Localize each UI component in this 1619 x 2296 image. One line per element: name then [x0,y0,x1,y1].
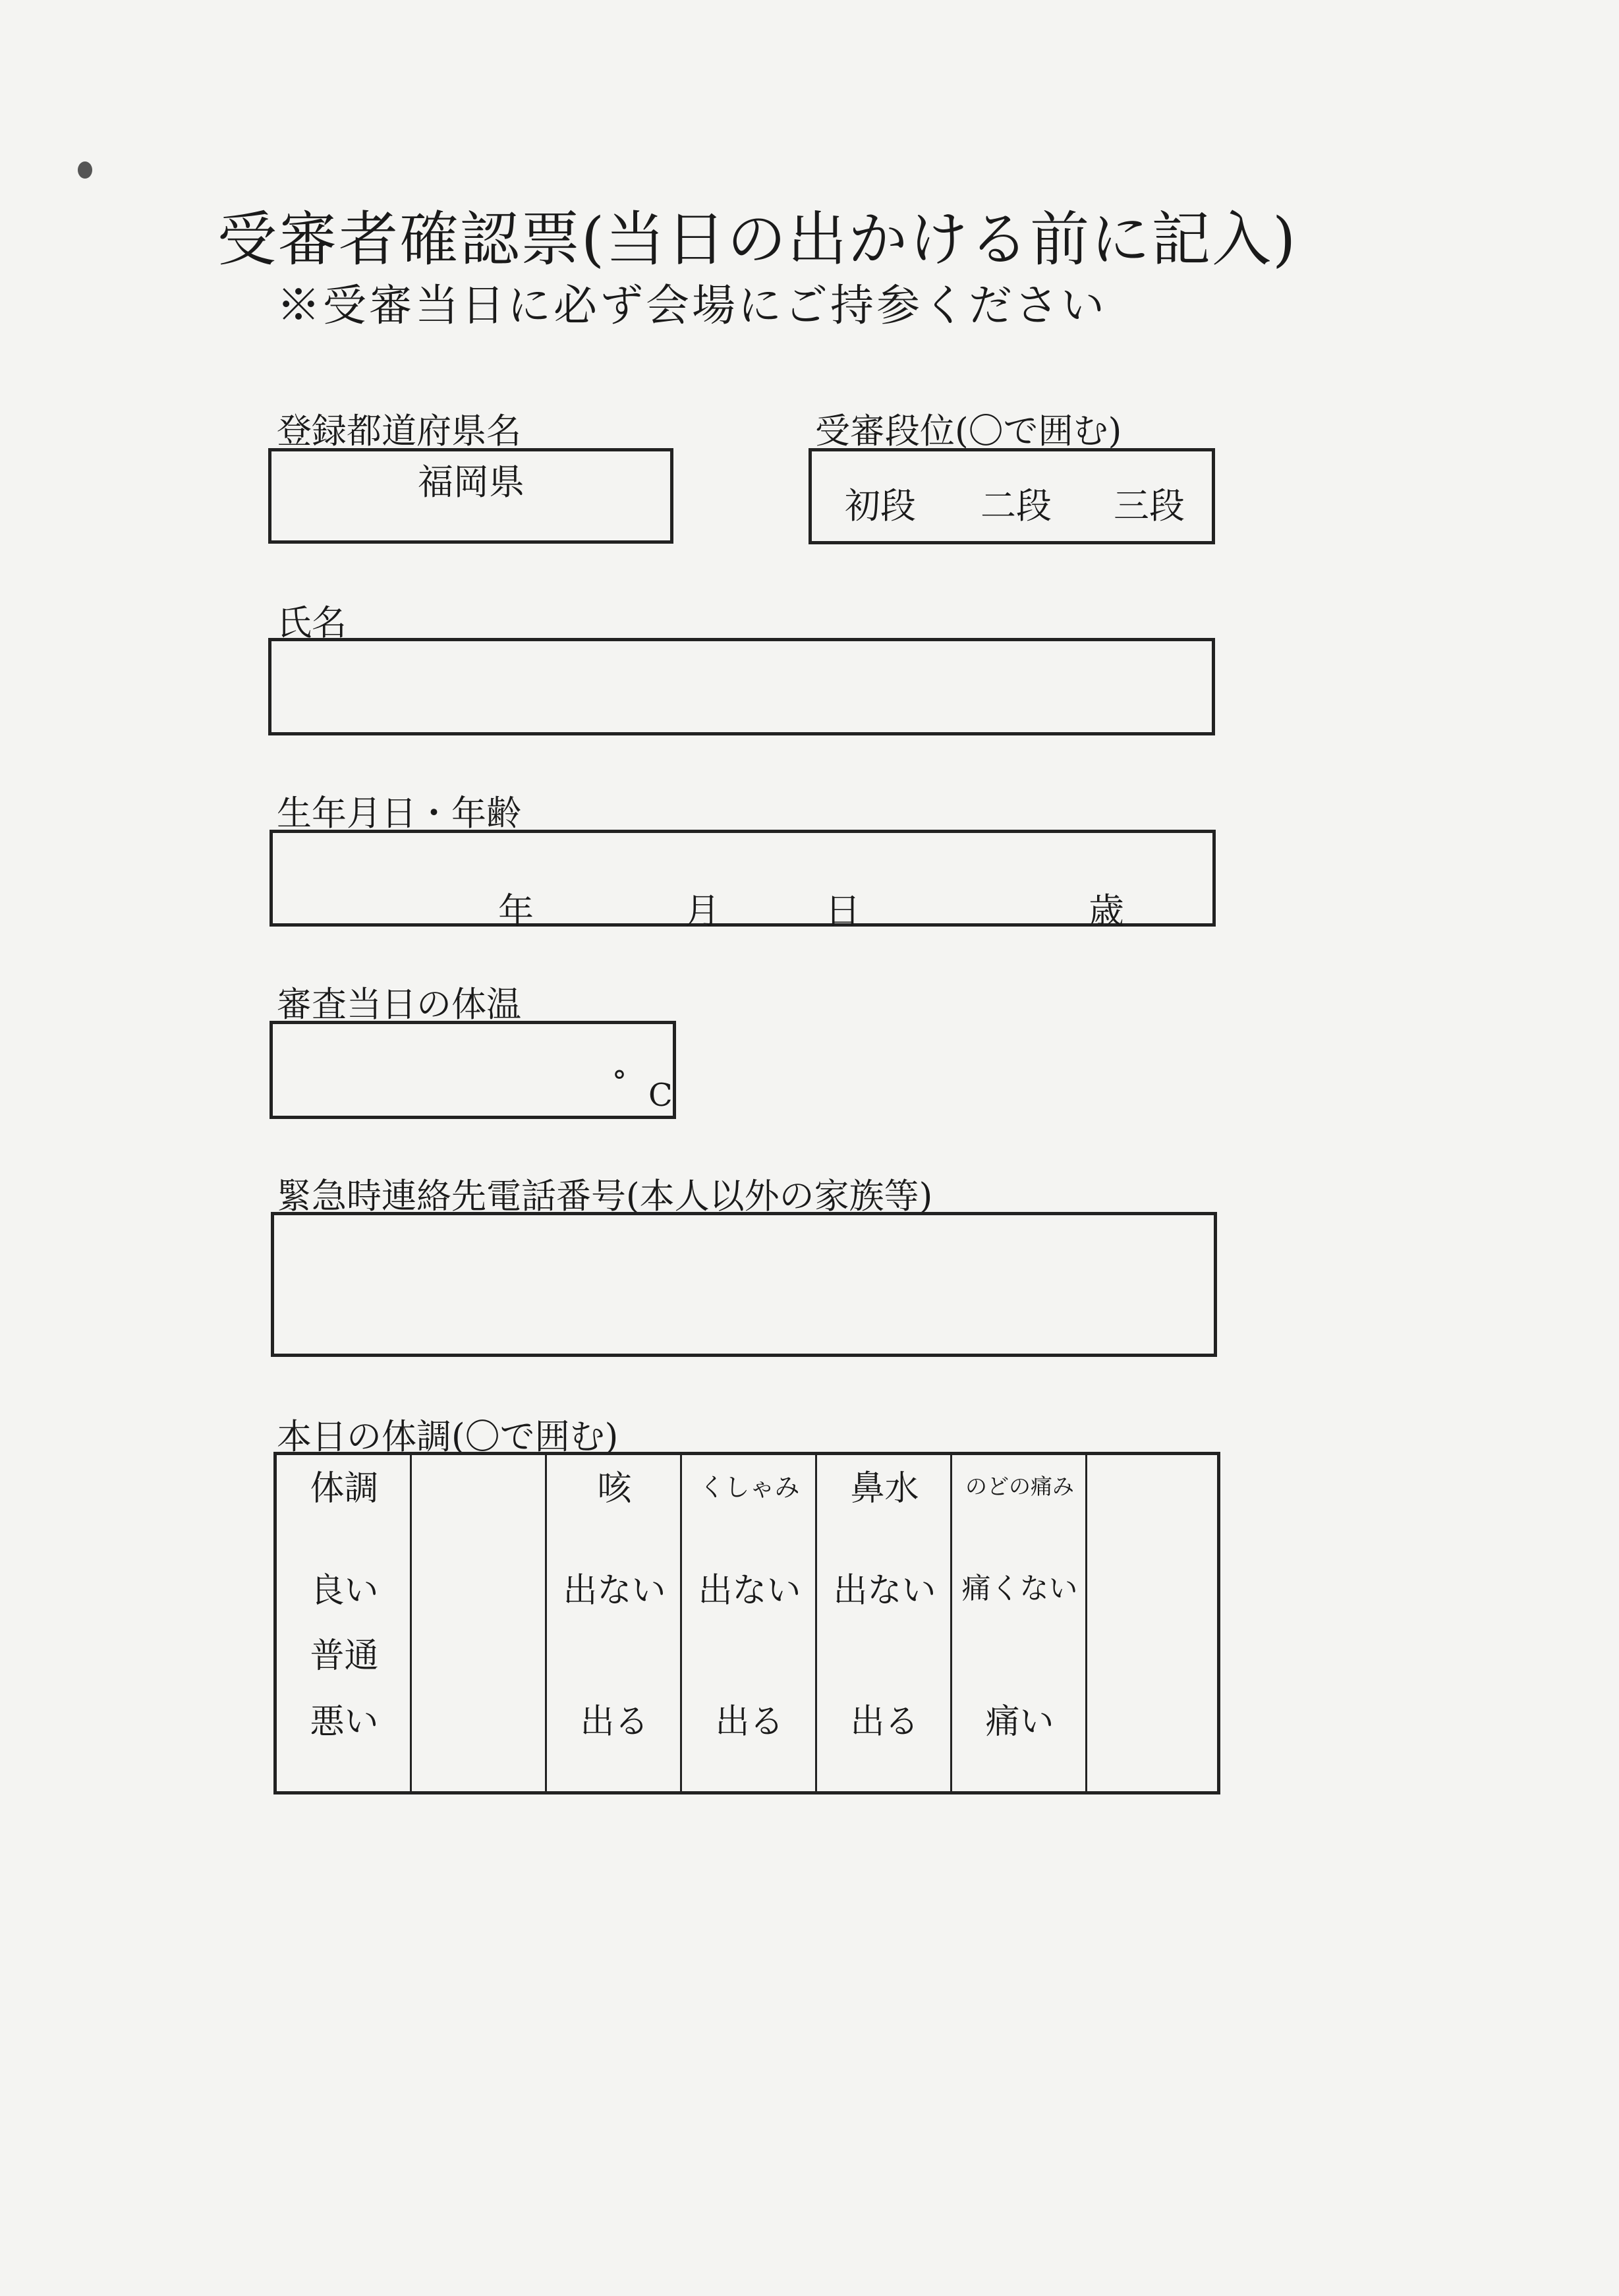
sneeze-header: くしゃみ [699,1473,800,1502]
name-field[interactable] [268,638,1215,735]
rank-option-3[interactable]: 三段 [1114,485,1185,527]
birth-month-unit: 月 [685,890,720,932]
sneeze-option-yes[interactable]: 出る [715,1702,784,1742]
birth-year-unit: 年 [498,890,534,932]
birth-field[interactable] [270,830,1216,932]
birth-label: 生年月日・年齢 [277,793,521,834]
sore-throat-option-no[interactable]: 痛くない [961,1572,1078,1605]
rank-field [809,448,1215,544]
rank-label: 受審段位(〇で囲む) [815,411,1122,451]
rank-option-2[interactable]: 二段 [980,485,1052,527]
temperature-field[interactable] [270,1021,676,1119]
emergency-phone-field[interactable] [271,1212,1217,1357]
prefecture-label: 登録都道府県名 [277,411,521,451]
paper-speck [78,161,92,179]
condition-option-normal[interactable]: 普通 [310,1636,379,1676]
degree-sign: ° [612,1065,627,1099]
blank-column [412,1455,547,1791]
rank-option-1[interactable]: 初段 [845,485,916,527]
emergency-label: 緊急時連絡先電話番号(本人以外の家族等) [277,1176,933,1217]
prefecture-value: 福岡県 [418,461,525,503]
temperature-label: 審査当日の体温 [277,985,521,1025]
form-title: 受審者確認票(当日の出かける前に記入) [217,205,1297,274]
condition-header: 体調 [310,1469,379,1508]
birth-day-unit: 日 [825,890,861,932]
prefecture-field[interactable] [268,448,673,544]
sore-throat-option-yes[interactable]: 痛い [985,1702,1054,1742]
runny-nose-header: 鼻水 [850,1469,919,1508]
cough-option-no[interactable]: 出ない [563,1571,666,1611]
name-label: 氏名 [277,603,347,643]
age-unit: 歳 [1089,890,1124,932]
cough-option-yes[interactable]: 出る [580,1702,649,1742]
sneeze-option-no[interactable]: 出ない [698,1571,801,1611]
celsius-unit: C [648,1077,673,1114]
condition-table [273,1452,1220,1794]
form-note: ※受審当日に必ず会場にご持参ください [277,280,1107,331]
sore-throat-header: のどの痛み [965,1474,1074,1499]
runny-nose-option-no[interactable]: 出ない [833,1571,936,1611]
condition-option-bad[interactable]: 悪い [310,1702,379,1742]
condition-option-good[interactable]: 良い [310,1571,379,1611]
cough-header: 咳 [597,1469,632,1508]
condition-label: 本日の体調(〇で囲む) [277,1417,619,1457]
runny-nose-option-yes[interactable]: 出る [850,1702,919,1742]
